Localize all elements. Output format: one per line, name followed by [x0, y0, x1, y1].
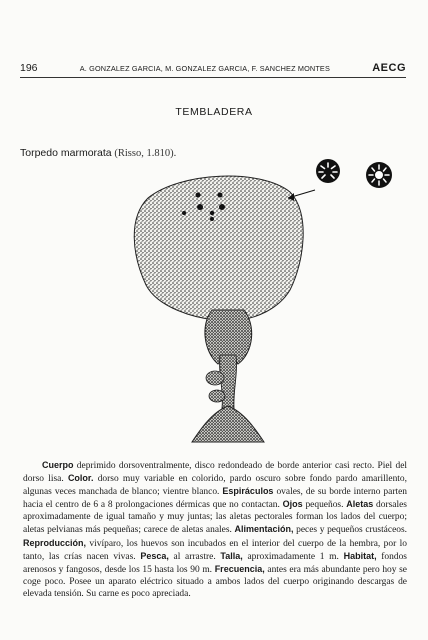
term-aletas: Aletas — [346, 499, 374, 510]
text-cuerpo: deprimido dorsoventralmente, disco redondeado de borde anterior casi recto. Piel del dorso lisa. — [23, 461, 407, 485]
text-alimentacion: peces y pequeños crustáceos. — [293, 525, 408, 536]
text-habitat: fondos arenosos y fangosos, desde los 15 hasta los 90 m. — [23, 551, 407, 575]
text-color: dorso muy variable en colorido, pardo oscuro sobre fondo pardo amarillento, algunas veces manchada de blanco; vientre blanco. — [23, 474, 407, 498]
lower-spot-right — [210, 217, 214, 221]
text-ojos: pequeños. — [302, 500, 347, 511]
term-ojos: Ojos — [282, 499, 303, 510]
term-frecuencia: Frecuencia, — [214, 563, 265, 574]
term-habitat: Habitat, — [343, 550, 377, 561]
torpedo-ray-illustration — [100, 150, 410, 460]
text-espiraculos: ovales, de su borde interno parten hacia el centro de 6 a 8 prolongaciones dérmicas que no contactan. — [23, 487, 407, 511]
section-title: TEMBLADERA — [175, 106, 253, 118]
text-frecuencia: antes era más abundante pero hoy se coge poco. Posee un aparato eléctrico situado a ambos lados del cuerpo originando descargas de elevada tensión. Su carne es poco apreciada. — [23, 564, 407, 599]
spiracle-detail-right — [366, 162, 392, 188]
term-cuerpo: Cuerpo — [42, 460, 74, 470]
left-eye — [196, 193, 201, 198]
second-dorsal-fin — [209, 390, 225, 402]
text-talla: aproximadamente 1 m. — [242, 551, 344, 562]
caudal-fin — [192, 406, 264, 442]
text-aletas: dorsales aproximadamente de igual tamaño y muy juntas; las aletas pectorales forman los lados del cuerpo; aletas pelvianas más pequeñas; carece de aletas anales. — [23, 500, 407, 536]
species-name: Torpedo marmorata — [20, 147, 112, 159]
lower-spot-left — [182, 211, 186, 215]
text-reproduccion: vivíparo, los huevos son incubados en el interior del cuerpo de la hembra, por lo tanto, las crías nacen vivas. — [23, 538, 407, 562]
running-header — [20, 62, 406, 74]
right-eye — [218, 193, 223, 198]
term-reproduccion: Reproducción, — [23, 537, 87, 548]
ray-disc — [134, 176, 303, 328]
running-authors: A. GONZALEZ GARCIA, M. GONZALEZ GARCIA, F. SANCHEZ MONTES — [79, 64, 330, 73]
term-color: Color. — [67, 473, 94, 484]
journal-logo: AECG — [372, 62, 406, 74]
text-pesca: al arrastre. — [168, 551, 221, 562]
left-spiracle — [197, 204, 203, 210]
species-description — [23, 459, 407, 600]
first-dorsal-fin — [206, 371, 224, 385]
spiracle-detail-left — [316, 159, 340, 183]
header-rule — [20, 77, 406, 78]
term-espiraculos: Espiráculos — [222, 486, 274, 497]
page-number: 196 — [20, 62, 38, 74]
mid-spot — [210, 211, 214, 215]
term-alimentacion: Alimentación, — [234, 524, 294, 535]
term-pesca: Pesca, — [140, 550, 169, 561]
species-author: (Risso, 1.810). — [114, 148, 177, 159]
term-talla: Talla, — [220, 550, 243, 561]
right-spiracle — [219, 204, 225, 210]
